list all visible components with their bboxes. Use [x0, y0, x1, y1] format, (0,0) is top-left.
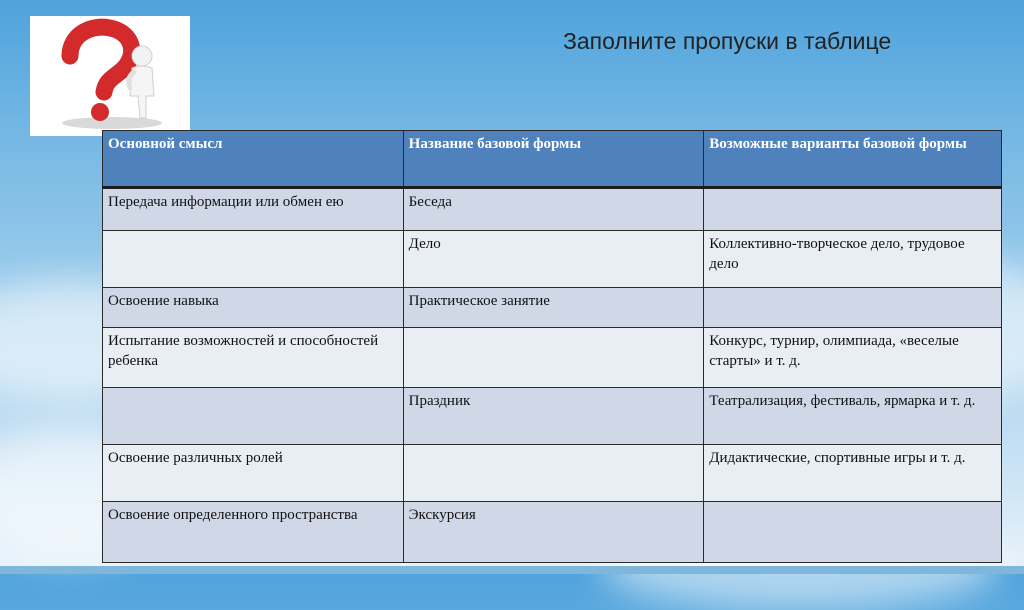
cell-variants [704, 288, 1002, 328]
cell-meaning: Освоение навыка [103, 288, 404, 328]
cell-variants: Дидактические, спортивные игры и т. д. [704, 445, 1002, 502]
cell-form-name: Праздник [403, 388, 704, 445]
cell-variants: Театрализация, фестиваль, ярмарка и т. д. [704, 388, 1002, 445]
cell-form-name: Дело [403, 231, 704, 288]
cell-meaning: Освоение различных ролей [103, 445, 404, 502]
table-row [103, 288, 1002, 328]
cell-form-name: Беседа [403, 188, 704, 231]
cell-form-name: Экскурсия [403, 502, 704, 563]
header-main-meaning: Основной смысл [103, 131, 404, 188]
table-row [103, 502, 1002, 563]
header-form-variants: Возможные варианты базовой формы [704, 131, 1002, 188]
cell-variants: Коллективно-творческое дело, трудовое дело [704, 231, 1002, 288]
cell-variants [704, 188, 1002, 231]
cell-meaning [103, 231, 404, 288]
table-header-row [103, 131, 1002, 188]
cell-meaning: Освоение определенного пространства [103, 502, 404, 563]
cell-meaning: Передача информации или обмен ею [103, 188, 404, 231]
cell-meaning [103, 388, 404, 445]
cell-form-name [403, 445, 704, 502]
table-row [103, 231, 1002, 288]
table-row [103, 388, 1002, 445]
question-mark-figure-icon [30, 16, 190, 136]
forms-table [102, 130, 1002, 563]
cell-variants [704, 502, 1002, 563]
page-title: Заполните пропуски в таблице [563, 28, 892, 54]
cell-form-name [403, 328, 704, 388]
bottom-bar [0, 566, 1024, 574]
cell-variants: Конкурс, турнир, олимпиада, «веселые старты» и т. д. [704, 328, 1002, 388]
cell-meaning: Испытание возможностей и способностей ребенка [103, 328, 404, 388]
header-base-form-name: Название базовой формы [403, 131, 704, 188]
table-row [103, 445, 1002, 502]
cell-form-name: Практическое занятие [403, 288, 704, 328]
table-row [103, 328, 1002, 388]
table-row [103, 188, 1002, 231]
